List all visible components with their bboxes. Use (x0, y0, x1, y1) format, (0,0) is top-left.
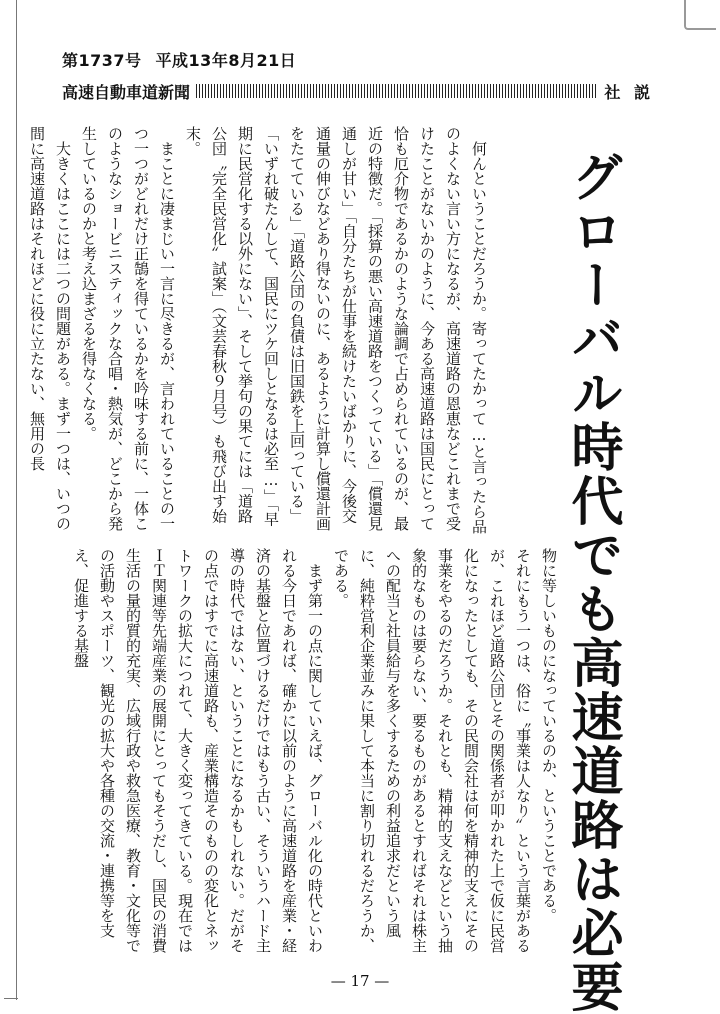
issue-number: 第1737号 (62, 51, 142, 70)
article-title: グローバル時代でも高速道路は必要 (562, 150, 623, 1014)
binding-margin-line (16, 0, 17, 1000)
masthead-rule (196, 84, 598, 98)
article-body-upper (28, 126, 492, 536)
issue-line (62, 48, 296, 70)
binding-margin-tick (4, 998, 18, 999)
page-number: — 17 — (330, 972, 390, 990)
article-body-lower-text: 物に等しいものになっているのか、ということである。 それにもう一つは、俗に〝事業は人なり〟という言葉があるが、これほど道路公団とその関係者が叩かれた上で仮に民営化になったとしても、その民間会社は何を精神的支えにその事業をやるのだろうか。それとも、精神的支えなどという抽象的なものは要らない、要るものがあるとすればそれは株主への配当と社員給与を多くするための利益追求だという風に、純粋営利企業並みに果して本当に割り切れるだろうか、である。 まず第一の点に関していえば、グローバル化の時代といわれる今日であれば、確かに以前のように高速道路を産業・経済の基盤と位置づけるだけではもう古い、そういうハード主導の時代ではない、ということになるかもしれない。だがその点ではすでに高速道路も、産業構造そのものの変化とネットワークの拡大につれて、大きく変ってきている。現在ではＩＴ関連等先端産業の展開にとってもそうだし、国民の消費生活の量的質的充実、広域行政や救急医療、教育・文化等での活動やスポーツ、観光の拡大や各種の交流・連携等を支え、促進する基盤 (72, 548, 558, 953)
masthead (62, 80, 654, 102)
article-body-lower (62, 548, 562, 958)
scan-corner-mark (684, 0, 716, 30)
issue-date: 平成13年8月21日 (155, 51, 297, 70)
publication-name: 高速自動車道新聞 (62, 82, 191, 102)
article-body-upper-text: 何んということだろうか。寄ってたかって…と言ったら品のよくない言い方になるが、高速道路の恩恵などこれまで受けたことがないかのように、今ある高速道路は国民にとって恰も厄介物であるかのような論調で占められているのが、最近の特徴だ。「採算の悪い高速道路をつくっている」「償還見通しが甘い」「自分たちが仕事を続けたいばかりに、今後交通量の伸びなどあり得ないのに、あるように計算し償還計画をたてている」「道路公団の負債は旧国鉄を上回っている」「いずれ破たんして、国民にツケ回しとなるは必至…」「早期に民営化する以外にない」、そして挙句の果てには「道路公団〝完全民営化〟試案」（文芸春秋９月号）も飛び出す始末。 まことに凄まじい一言に尽きるが、言われていることの一つ一つがどれだけ正鵠を得ているかを吟味する前に、一体このようなショービニスティックな合唱・熱気が、どこから発生しているのかと考え込まざるを得なくなる。 大きくはここには二つの問題がある。まず一つは、いつの間に高速道路はそれほどに役に立たない、無用の長 (28, 126, 488, 534)
section-label: 社 説 (604, 82, 654, 102)
